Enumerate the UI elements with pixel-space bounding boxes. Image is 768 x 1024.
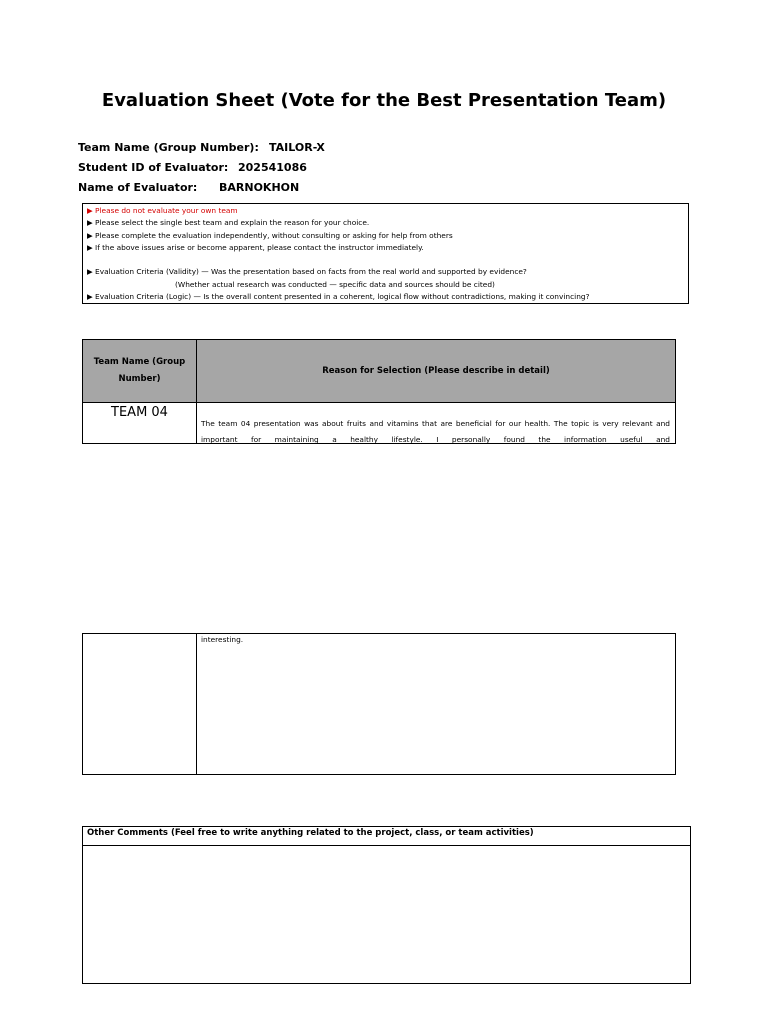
reason-column-header: Reason for Selection (Please describe in detail) [197,340,676,403]
team-column-header: Team Name (Group Number) [83,340,197,403]
reason-cell-continued[interactable]: interesting. [197,634,676,775]
student-id-value[interactable]: 202541086 [238,161,307,174]
other-comments-header: Other Comments (Feel free to write anything related to the project, class, or team activities) [83,827,690,846]
selection-row [83,403,676,444]
page-title: Evaluation Sheet (Vote for the Best Presentation Team) [101,90,667,111]
instruction-item: ▶ If the above issues arise or become apparent, please contact the instructor immediately. [87,242,424,252]
criteria-logic: ▶ Evaluation Criteria (Logic) — Is the overall content presented in a coherent, logical flow without contradictions, making it convincing? [87,292,590,302]
other-comments-field[interactable] [83,846,690,983]
evaluator-name-label: Name of Evaluator: [78,181,198,194]
instruction-item: ▶ Please select the single best team and explain the reason for your choice. [87,218,370,228]
selection-row-continued [83,634,676,775]
instruction-item: ▶ Please complete the evaluation independently, without consulting or asking for help from others [87,230,453,240]
student-id-row [78,161,307,174]
team-name-label: Team Name (Group Number): [78,141,259,154]
evaluator-name-row [78,181,299,194]
criteria-validity-note: (Whether actual research was conducted — specific data and sources should be cited) [175,279,495,289]
other-comments-box [82,826,691,984]
instructions-box [82,203,689,304]
instruction-warning: ▶ Please do not evaluate your own team [87,206,238,215]
selected-team-cell[interactable]: TEAM 04 [83,403,197,444]
selected-team-cell-continued[interactable] [83,634,197,775]
reason-text: The team 04 presentation was about fruits and vitamins that are beneficial for our health. The topic is very relevant and important for maintaining a healthy lifestyle. I personally found the information useful and [201,419,670,443]
selection-table-continued [82,633,676,775]
evaluator-name-value[interactable]: BARNOKHON [219,181,300,194]
criteria-validity: ▶ Evaluation Criteria (Validity) — Was the presentation based on facts from the real world and supported by evidence? [87,267,527,277]
instruction-spacer [87,254,688,266]
team-name-row [78,141,325,154]
reason-cell[interactable] [197,403,676,444]
selection-header-row [83,340,676,403]
student-id-label: Student ID of Evaluator: [78,161,229,174]
team-name-value[interactable]: TAILOR-X [269,141,325,154]
selection-table [82,339,676,444]
